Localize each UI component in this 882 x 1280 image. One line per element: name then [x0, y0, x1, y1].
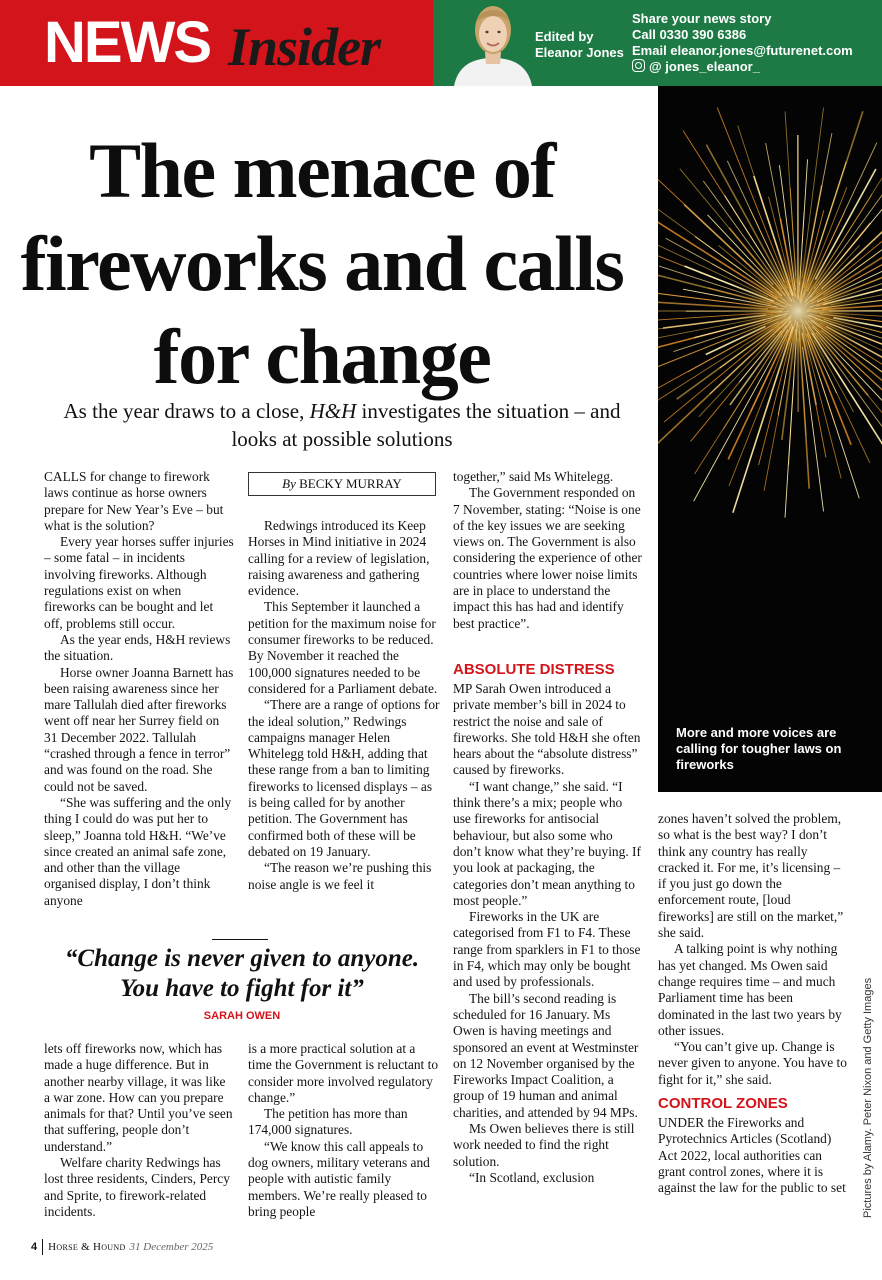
article-paragraph: “She was suffering and the only thing I could do was put her to sleep,” Joanna told H&H. “We’ve since created an animal safe zone, and other than the village organised display, I don’t think anyone	[44, 794, 232, 908]
section-logo-news: NEWS	[44, 10, 210, 75]
article-paragraph: Fireworks in the UK are categorised from F1 to F4. These range from sparklers in F1 to those in F4, which may only be bought and used by professionals.	[453, 909, 641, 990]
article-paragraph: Every year horses suffer injuries – some fatal – in incidents involving fireworks. Although regulations exist on when fireworks can be bought and let off, problems still occur.	[44, 534, 234, 631]
column-3-body	[453, 681, 643, 1186]
magazine-name: Horse & Hound	[48, 1241, 126, 1253]
column-1-bottom	[44, 1041, 234, 1220]
column-1-top	[44, 469, 234, 909]
article-paragraph: This September it launched a petition for the maximum noise for consumer fireworks to be reduced. By November it reached the 100,000 signatures needed to be considered for a Parliament debate.	[248, 599, 438, 696]
editor-credit	[535, 29, 624, 61]
article-paragraph: The bill’s second reading is scheduled for 16 January. Ms Owen is having meetings and sponsored an event at Westminster on 12 November organised by the Fireworks Impact Coalition, a group of 19 human and animal charities, and attended by 94 MPs.	[453, 990, 639, 1120]
editor-avatar	[450, 0, 536, 86]
pullquote-rule	[212, 939, 268, 940]
photo-caption: More and more voices are calling for tougher laws on fireworks	[676, 725, 842, 772]
article-paragraph: zones haven’t solved the problem, so what is the best way? I don’t think any country has really cracked it. For me, it’s licensing – if you just go down the enforcement route, [loud fireworks] are still on the market,” she said.	[658, 811, 844, 941]
instagram-handle: @ jones_eleanor_	[649, 59, 760, 74]
article-paragraph: A talking point is why nothing has yet changed. Ms Owen said change requires time – and much Parliament time has been dominated in the last two years by other issues.	[658, 941, 842, 1038]
column-2-bottom	[248, 1041, 440, 1220]
pullquote: “Change is never given to anyone. You have to fight for it”	[64, 945, 420, 1002]
article-paragraph: Horse owner Joanna Barnett has been raising awareness since her mare Tallulah died after fireworks went off near her Surrey field on 31 December 2022. Tallulah “crashed through a fence in terror” and was found on the road. She could not be saved.	[44, 664, 234, 794]
phone-number[interactable]: Call 0330 390 6386	[632, 27, 747, 42]
byline-author: BECKY MURRAY	[299, 476, 402, 491]
instagram-icon	[632, 59, 645, 72]
fireworks-photo	[658, 86, 882, 792]
column-4-body	[658, 811, 848, 1088]
page-number: 4	[31, 1241, 38, 1253]
instagram-handle-row[interactable]	[632, 59, 853, 75]
section-logo-insider: Insider	[228, 17, 381, 77]
article-paragraph: lets off fireworks now, which has made a huge difference. But in another nearby village, it was like a war zone. How can you prepare animals for that? Until you’ve seen that suffering, people don’t understand.”	[44, 1041, 233, 1154]
page-footer	[31, 1239, 213, 1255]
article-headline: The menace of fireworks and calls for change	[20, 127, 624, 400]
article-paragraph: Welfare charity Redwings has lost three residents, Cinders, Percy and Sprite, to firework-related incidents.	[44, 1155, 230, 1219]
column-3-top	[453, 469, 643, 632]
subhead-control-zones: CONTROL ZONES	[658, 1095, 788, 1113]
picture-credit: Pictures by Alamy. Peter Nixon and Getty Images	[862, 977, 874, 1218]
article-paragraph: As the year ends, H&H reviews the situation.	[44, 631, 231, 664]
pullquote-source: SARAH OWEN	[203, 1010, 281, 1022]
article-paragraph: The petition has more than 174,000 signatures.	[248, 1106, 408, 1138]
column-2-top	[248, 518, 440, 893]
standfirst-text-2: investigates the situation – and looks at possible solutions	[231, 399, 621, 451]
standfirst-brand: H&H	[309, 399, 357, 423]
column-4	[658, 811, 848, 1197]
article-paragraph: “There are a range of options for the ideal solution,” Redwings campaigns manager Helen Whitelegg told H&H, adding that these range from a ban to limiting fireworks to licensed displays – as is being called for by another petition. The Government has confirmed both of these will be debated on 19 January.	[248, 697, 440, 859]
article-paragraph: CALLS for change to firework laws continue as horse owners prepare for New Year’s Eve – but what is the solution?	[44, 469, 224, 533]
article-paragraph: together,” said Ms Whitelegg.	[453, 469, 614, 484]
article-paragraph: “We know this call appeals to dog owners, military veterans and people with autistic family members. We’re really pleased to bring people	[248, 1138, 430, 1219]
article-paragraph: UNDER the Fireworks and Pyrotechnics Articles (Scotland) Act 2022, local authorities can grant control zones, where it is against the law for the public to set	[658, 1115, 846, 1196]
editor-name: Eleanor Jones	[535, 45, 624, 60]
subhead-absolute-distress: ABSOLUTE DISTRESS	[453, 661, 615, 678]
contact-info	[632, 11, 853, 75]
article-paragraph: “In Scotland, exclusion	[469, 1169, 595, 1185]
issue-date: 31 December 2025	[129, 1241, 214, 1253]
article-paragraph: “You can’t give up. Change is never given to anyone. You have to fight for it,” she said.	[658, 1039, 847, 1087]
article-byline	[248, 472, 436, 496]
article-paragraph: The Government responded on 7 November, stating: “Noise is one of the key issues we are seeking views on. The Government is also considering the experience of other countries where lower noise limits are in place to understand the impact this has had and identify best practice”.	[453, 485, 642, 631]
footer-divider	[42, 1239, 43, 1255]
article-standfirst	[40, 397, 644, 453]
article-paragraph: “I want change,” she said. “I think there’s a mix; people who use fireworks for antisocial behaviour, but also some who don’t know what they’re buying. If you look at packaging, the categories don’t mean anything to most people.”	[453, 778, 641, 908]
standfirst-text-1: As the year draws to a close,	[63, 399, 310, 423]
byline-by: By	[282, 476, 296, 491]
header-banner	[0, 0, 882, 86]
share-story-text: Share your news story	[632, 11, 772, 26]
article-paragraph: “The reason we’re pushing this noise angle is we feel it	[248, 860, 432, 892]
column-3-bottom	[453, 657, 643, 1186]
article-paragraph: Ms Owen believes there is still work needed to find the right solution.	[453, 1121, 635, 1169]
email-address[interactable]: Email eleanor.jones@futurenet.com	[632, 43, 853, 58]
article-paragraph: MP Sarah Owen introduced a private member’s bill in 2024 to restrict the noise and sale of fireworks. She told H&H she often hears about the “absolute distress” caused by fireworks.	[453, 681, 641, 778]
article-paragraph: Redwings introduced its Keep Horses in Mind initiative in 2024 calling for a review of legislation, raising awareness and gathering evidence.	[248, 518, 430, 599]
article-paragraph: is a more practical solution at a time the Government is reluctant to consider more involved regulatory change.”	[248, 1041, 439, 1105]
edited-by-label: Edited by	[535, 29, 594, 44]
column-4-body-2	[658, 1115, 848, 1196]
